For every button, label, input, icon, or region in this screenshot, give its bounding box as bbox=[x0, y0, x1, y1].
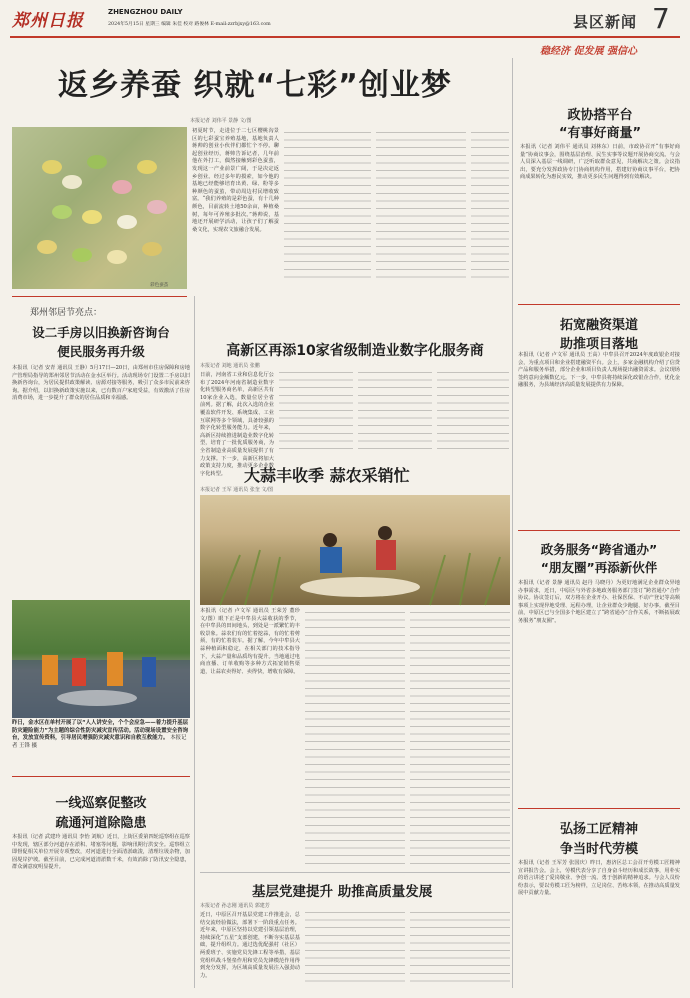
neighbors-headline-2: 便民服务再升级 bbox=[57, 344, 145, 359]
party-byline: 本报记者 孙志刚 通讯员 郭建芳 bbox=[200, 903, 270, 909]
left-column-divider bbox=[194, 296, 195, 988]
hightech-byline: 本报记者 刘地 通讯员 张鹏 bbox=[200, 363, 260, 369]
party-headline: 基层党建提升 助推高质量发展 bbox=[252, 884, 433, 900]
lead-body-col2 bbox=[284, 132, 371, 282]
hightech-body-col1: 日前，河南省工业和信息化厅公布了2024年河南省制造业数字化转型服务商名单，高新区共有10家企业入选，数量位居全省前列。据了解，此次入选的企业覆盖软件开发、系统集成、工业互联网等多个领域，具备较强的数字化转型服务能力。近年来，高新区持续推进制造业数字化转型，培育了一批优质服务商，为全省制造业高质量发展提供了有力支撑。下一步，高新区将加大政策支持力度，推动更多企业数字化转型。 bbox=[200, 372, 274, 477]
hightech-headline: 高新区再添10家省级制造业数字化服务商 bbox=[226, 343, 484, 359]
garlic-body-col3 bbox=[410, 612, 510, 866]
flood-caption-credit: 本报记者 王锋 摄 bbox=[12, 735, 187, 749]
finance-headline-1: 拓宽融资渠道 bbox=[559, 318, 638, 333]
masthead-logo: 郑州日报 bbox=[12, 11, 84, 31]
inspection-headline-1: 一线巡察促整改 bbox=[55, 796, 147, 811]
flood-caption-text: 昨日，金水区在单村开展了以“人人讲安全，个个会应急——着力提升基层防灾避险能力”为主题的综合性防灾减灾宣传活动。活动现场设置安全咨询台，发放宣传资料，引导居民增强防灾减灾意识和自救互救能力。 bbox=[12, 720, 189, 742]
lead-photo-credit: 彩色蚕茧 bbox=[150, 283, 169, 288]
garlic-headline: 大蒜丰收季 蒜农采销忙 bbox=[244, 466, 410, 485]
section-name: 县区新闻 bbox=[573, 13, 638, 31]
cppcc-headline-1: 政协搭平台 bbox=[567, 108, 633, 123]
lead-byline: 本报记者 刘伟平 景静 文/图 bbox=[190, 118, 252, 124]
cppcc-body: 本报讯（记者 刘伟平 通讯员 刘林东）日前，市政协召开“有事好商量”协商议事会，围绕基层治理、民生实事等议题开展协商交流。与会人员深入基层一线调研，广泛听取群众意见，共商解决之策。会议指出，要充分发挥政协专门协商机构作用，搭建好协商议事平台，把协商成果转化为惠民实效，推动更多民生问题得到有效解决。 bbox=[520, 144, 680, 181]
lead-photo-silkworm bbox=[12, 127, 187, 289]
party-body-col1: 近日，中原区召开基层党建工作推进会，总结交流经验做法，部署下一阶段重点任务。近年来，中原区坚持以党建引领基层治理，持续深化“五星”支部创建，不断夯实基层基础，提升组织力。通过选优配强村（社区）两委班子、实施党员先锋工程等举措，基层党组织战斗堡垒作用和党员先锋模范作用得到充分发挥，为区域高质量发展注入强劲动力。 bbox=[200, 912, 300, 979]
labor-headline-2: 争当时代劳模 bbox=[559, 842, 638, 857]
flood-drill-caption bbox=[12, 720, 190, 770]
neighbors-headline-1: 设二手房以旧换新咨询台 bbox=[32, 325, 170, 340]
garlic-harvest-photo bbox=[200, 495, 510, 605]
lead-body-col4 bbox=[471, 132, 509, 282]
finance-headline-2: 助推项目落地 bbox=[559, 337, 638, 352]
hightech-body-col4 bbox=[437, 372, 509, 450]
neighbors-rule bbox=[12, 296, 187, 297]
masthead-rule bbox=[10, 36, 680, 38]
party-body-col3 bbox=[410, 912, 510, 988]
inspection-headline-2: 疏通河道除隐患 bbox=[55, 816, 147, 831]
masthead-name-en: ZHENGZHOU DAILY bbox=[108, 8, 183, 16]
hightech-body-col2 bbox=[279, 372, 353, 450]
labor-rule bbox=[518, 808, 680, 809]
neighbors-kicker: 郑州邻居节亮点： bbox=[30, 308, 103, 318]
garlic-byline: 本报记者 王军 通讯员 张奎 文/图 bbox=[200, 487, 274, 493]
garlic-body-col2 bbox=[305, 612, 405, 866]
gov-body: 本报讯（记者 景静 通讯员 赵丹 马晓丹）为更好地满足企业群众异地办事需求，近日，中原区与外省多地政务服务部门签订“跨省通办”合作协议。协议签订后，双方将在企业开办、社保医保、不动产登记等高频事项上实现异地受理、远程办理，让企业群众少跑腿、好办事。截至目前，中原区已与全国多个地区建立了“跨省通办”合作关系，不断拓展政务服务“朋友圈”。 bbox=[518, 580, 680, 624]
gov-headline-1: 政务服务“跨省通办” bbox=[540, 542, 658, 557]
lead-body-col1: 初夏时节，走进位于二七区樱桃沟景区的七彩蚕宝养殖基地，基地负责人蒋帅的创业小伙伴们都忙个不停。聊起创业经历，蒋帅告诉记者，几年前他在外打工，偶然接触到彩色蚕茧，发现这一产业前景广阔，于是决定返乡创业。经过多年的摸索，如今他的基地已经能够培育出黄、绿、粉等多种颜色的蚕茧，带动周边村民增收致富。“我们养殖的是彩色蚕，有十几种颜色，目前流转土地50余亩，种植桑树，每年可养殖多批次。”蒋帅说，基地还开展研学活动，让孩子们了解蚕桑文化，实现农文旅融合发展。 bbox=[192, 128, 279, 233]
party-body-col2 bbox=[305, 912, 405, 988]
labor-body: 本报讯（记者 王军芳 张国庆）昨日，惠济区总工会召开劳模工匠精神宣讲报告会。会上，劳模代表分享了自身奋斗经历和成长故事，用朴实的语言讲述了爱岗敬业、争创一流、勇于创新的精神追求。与会人员纷纷表示，要以劳模工匠为榜样，立足岗位、苦练本领，在推动高质量发展中贡献力量。 bbox=[518, 860, 680, 897]
flood-drill-photo bbox=[12, 600, 190, 718]
right-column-divider bbox=[512, 58, 513, 988]
labor-headline-1: 弘扬工匠精神 bbox=[559, 822, 638, 837]
gov-rule bbox=[518, 530, 680, 531]
inspection-rule bbox=[12, 776, 190, 777]
lead-headline: 返乡养蚕 织就“七彩”创业梦 bbox=[58, 68, 452, 103]
page-number: 7 bbox=[652, 2, 670, 35]
finance-body: 本报讯（记者 卢文军 通讯员 王高）中牟县召开2024年度政银企对接会，为重点项目和企业搭建融资平台。会上，多家金融机构介绍了信贷产品和服务举措，部分企业和项目负责人现场提出融资需求。会议现场签约意向金额数亿元。下一步，中牟县将持续深化政银企合作，优化金融服务，为县域经济高质量发展提供有力保障。 bbox=[518, 352, 680, 389]
inspection-body: 本报讯（记者 武建玲 通讯员 李怡 刘航）近日，上街区委第四轮巡察组在巡察中发现，辖区部分河道存在淤积、堵塞等问题，影响汛期行洪安全。巡察组立即督促相关单位开展专项整改，对河道进行全面清淤疏浚，清理垃圾杂物，加固堤岸护坡。截至目前，已完成河道清淤数千米，有效消除了防汛安全隐患，群众满意度明显提升。 bbox=[12, 834, 190, 871]
masthead-dateline: 2024年5月15日 星期三 编辑 朱佳 校对 路俊林 E-mail:zzrbjxy@163.com bbox=[108, 22, 271, 27]
hightech-body-col3 bbox=[358, 372, 432, 450]
neighbors-body: 本报讯（记者 安青 通讯员 王静）5月17日—20日，由郑州市住房保障和房地产管理局指导的郑州邻居节活动在金水区举行。活动现场专门设置二手房以旧换新咨询台，为居民提供政策解读、房源对接等服务，吸引了众多市民前来咨询。据介绍，以旧换新政策实施以来，已有数百户家庭受益，有效激活了住房消费市场，进一步提升了群众的居住品质和幸福感。 bbox=[12, 365, 190, 402]
gov-headline-2: “朋友圈”再添新伙伴 bbox=[540, 560, 658, 575]
column-slogan: 稳经济 促发展 强信心 bbox=[540, 46, 637, 57]
party-top-rule bbox=[200, 872, 510, 873]
lead-body-col3 bbox=[376, 132, 466, 282]
garlic-body-col1: 本报讯（记者 卢文军 通讯员 王荣芳 董珍 文/图）眼下正是中牟县大蒜收获的季节，在中牟县的田间地头，到处是一派繁忙的丰收景象。蒜农们有的忙着挖蒜，有的忙着剪须，有的忙着装车。据了解，今年中牟县大蒜种植面积稳定，在相关部门的技术指导下，大蒜产量和品质均有提升。当地通过电商直播、订单收购等多种方式拓宽销售渠道，让蒜农卖得好、卖得快，增收有保障。 bbox=[200, 608, 300, 675]
cppcc-headline-2: “有事好商量” bbox=[558, 126, 642, 141]
finance-rule bbox=[518, 304, 680, 305]
